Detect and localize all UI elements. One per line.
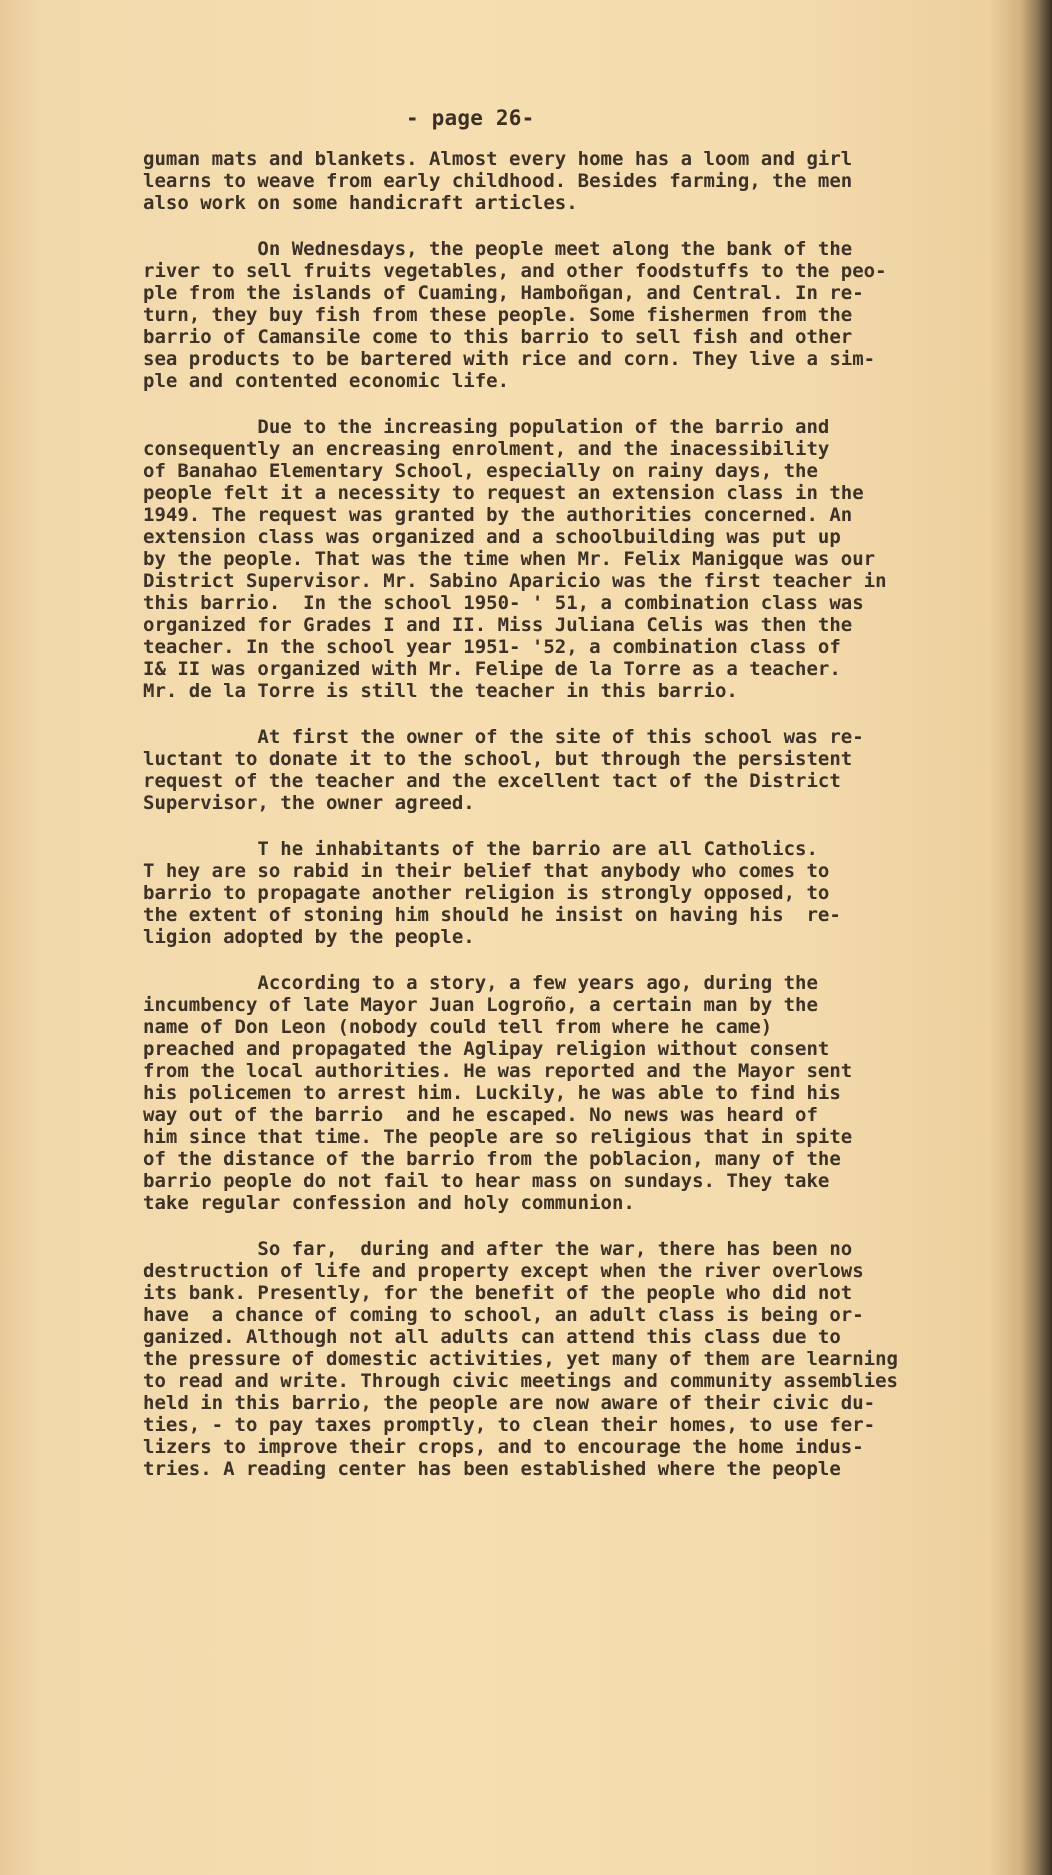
text-line: District Supervisor. Mr. Sabino Aparicio was the first teacher in [143, 570, 887, 592]
paragraph-1 [143, 148, 933, 214]
text-line: consequently an encreasing enrolment, and the inacessibility [143, 438, 830, 460]
paragraph-4 [143, 726, 933, 814]
text-line: the extent of stoning him should he insist on having his re- [143, 904, 841, 926]
text-line: him since that time. The people are so religious that in spite [143, 1126, 853, 1148]
text-line: Mr. de la Torre is still the teacher in this barrio. [143, 680, 738, 702]
text-line: T he inhabitants of the barrio are all Catholics. [143, 838, 818, 860]
text-line: tries. A reading center has been established where the people [143, 1458, 841, 1480]
text-line: barrio to propagate another religion is strongly opposed, to [143, 882, 830, 904]
text-line: take regular confession and holy communion. [143, 1192, 635, 1214]
text-line: So far, during and after the war, there has been no [143, 1238, 853, 1260]
text-line: sea products to be bartered with rice and corn. They live a sim- [143, 348, 876, 370]
text-line: organized for Grades I and II. Miss Juliana Celis was then the [143, 614, 853, 636]
text-line: teacher. In the school year 1951- '52, a combination class of [143, 636, 841, 658]
text-line: According to a story, a few years ago, during the [143, 972, 818, 994]
text-line: also work on some handicraft articles. [143, 192, 578, 214]
text-line: At first the owner of the site of this school was re- [143, 726, 864, 748]
text-line: ligion adopted by the people. [143, 926, 475, 948]
text-line: I& II was organized with Mr. Felipe de la Torre as a teacher. [143, 658, 841, 680]
text-line: his policemen to arrest him. Luckily, he was able to find his [143, 1082, 841, 1104]
text-line: this barrio. In the school 1950- ' 51, a combination class was [143, 592, 864, 614]
text-line: request of the teacher and the excellent tact of the District [143, 770, 841, 792]
text-line: river to sell fruits vegetables, and other foodstuffs to the peo- [143, 260, 887, 282]
text-line: lizers to improve their crops, and to encourage the home indus- [143, 1436, 864, 1458]
text-line: Due to the increasing population of the barrio and [143, 416, 830, 438]
text-line: have a chance of coming to school, an adult class is being or- [143, 1304, 864, 1326]
text-line: ple and contented economic life. [143, 370, 510, 392]
text-line: ganized. Although not all adults can attend this class due to [143, 1326, 841, 1348]
text-line: its bank. Presently, for the benefit of the people who did not [143, 1282, 853, 1304]
document-body [143, 148, 933, 1504]
text-line: On Wednesdays, the people meet along the bank of the [143, 238, 853, 260]
text-line: to read and write. Through civic meetings and community assemblies [143, 1370, 898, 1392]
paragraph-5 [143, 838, 933, 948]
text-line: T hey are so rabid in their belief that anybody who comes to [143, 860, 830, 882]
text-line: destruction of life and property except when the river overlows [143, 1260, 864, 1282]
text-line: luctant to donate it to the school, but through the persistent [143, 748, 853, 770]
text-line: incumbency of late Mayor Juan Logroño, a certain man by the [143, 994, 818, 1016]
text-line: of Banahao Elementary School, especially on rainy days, the [143, 460, 818, 482]
text-line: barrio people do not fail to hear mass on sundays. They take [143, 1170, 830, 1192]
text-line: by the people. That was the time when Mr. Felix Manigque was our [143, 548, 876, 570]
text-line: guman mats and blankets. Almost every home has a loom and girl [143, 148, 853, 170]
text-line: learns to weave from early childhood. Besides farming, the men [143, 170, 853, 192]
text-line: ple from the islands of Cuaming, Hamboñgan, and Central. In re- [143, 282, 864, 304]
text-line: extension class was organized and a schoolbuilding was put up [143, 526, 841, 548]
paragraph-2 [143, 238, 933, 392]
paragraph-6 [143, 972, 933, 1214]
text-line: of the distance of the barrio from the poblacion, many of the [143, 1148, 841, 1170]
text-line: from the local authorities. He was reported and the Mayor sent [143, 1060, 853, 1082]
text-line: way out of the barrio and he escaped. No news was heard of [143, 1104, 818, 1126]
text-line: 1949. The request was granted by the authorities concerned. An [143, 504, 853, 526]
text-line: Supervisor, the owner agreed. [143, 792, 475, 814]
text-line: held in this barrio, the people are now aware of their civic du- [143, 1392, 876, 1414]
text-line: people felt it a necessity to request an extension class in the [143, 482, 864, 504]
paragraph-7 [143, 1238, 933, 1480]
text-line: barrio of Camansile come to this barrio to sell fish and other [143, 326, 853, 348]
paragraph-3 [143, 416, 933, 702]
text-line: the pressure of domestic activities, yet many of them are learning [143, 1348, 898, 1370]
page-number-header: - page 26- [406, 106, 535, 130]
text-line: name of Don Leon (nobody could tell from where he came) [143, 1016, 773, 1038]
text-line: preached and propagated the Aglipay religion without consent [143, 1038, 830, 1060]
text-line: turn, they buy fish from these people. Some fishermen from the [143, 304, 853, 326]
text-line: ties, - to pay taxes promptly, to clean their homes, to use fer- [143, 1414, 876, 1436]
